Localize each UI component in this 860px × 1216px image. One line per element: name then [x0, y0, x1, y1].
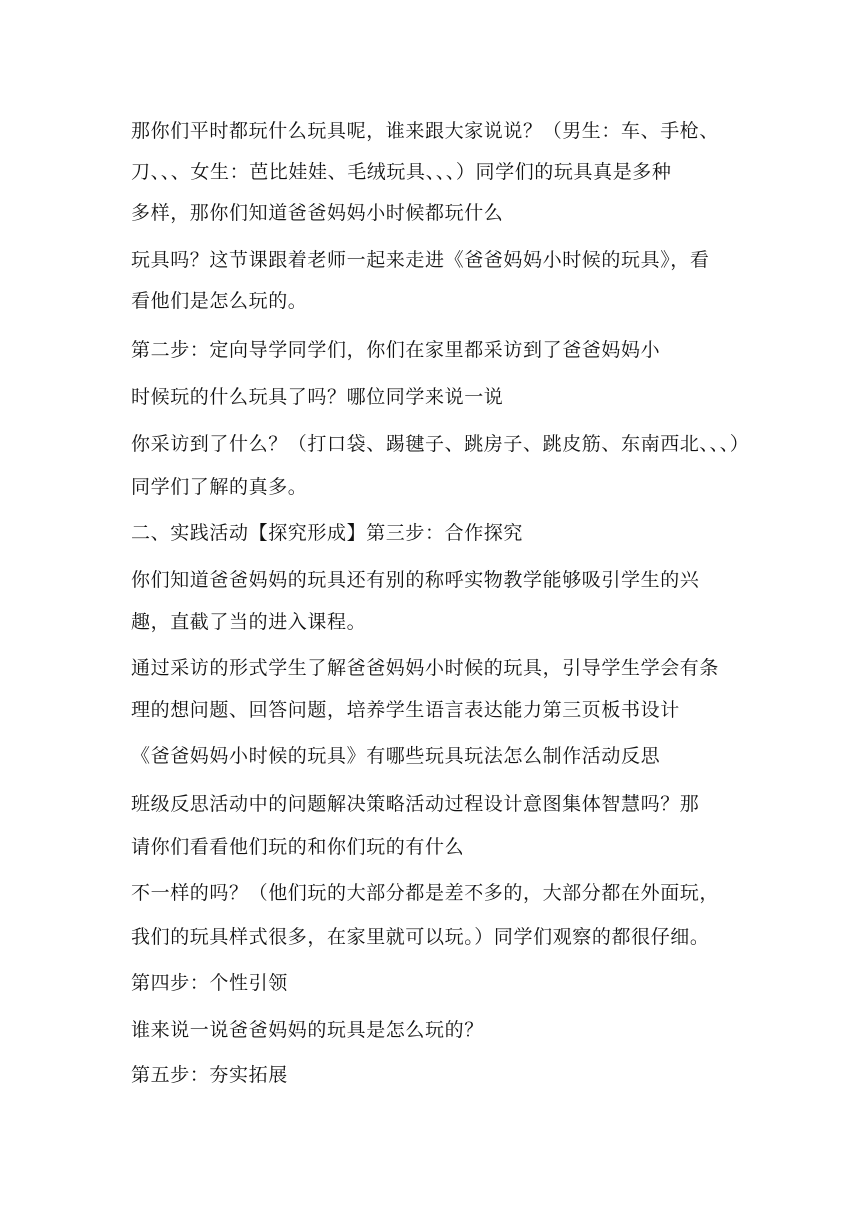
text-line: 第二步：定向导学同学们，你们在家里都采访到了爸爸妈妈小: [131, 339, 661, 361]
text-line: 通过采访的形式学生了解爸爸妈妈小时候的玩具，引导学生学会有条: [131, 657, 720, 679]
text-line: 看他们是怎么玩的。: [131, 290, 308, 312]
text-line: 不一样的吗？（他们玩的大部分都是差不多的，大部分都在外面玩，: [131, 882, 720, 904]
text-line: 班级反思活动中的问题解决策略活动过程设计意图集体智慧吗？那: [131, 793, 700, 815]
text-line: 趣，直截了当的进入课程。: [131, 611, 367, 633]
text-line: 玩具吗？这节课跟着老师一起来走进《爸爸妈妈小时候的玩具》，看: [131, 249, 710, 271]
text-line: 谁来说一说爸爸妈妈的玩具是怎么玩的？: [131, 1019, 484, 1041]
text-line: 二、实践活动【探究形成】第三步：合作探究: [131, 522, 524, 544]
text-line: 那你们平时都玩什么玩具呢，谁来跟大家说说？（男生：车、手枪、: [131, 120, 720, 142]
text-line: 请你们看看他们玩的和你们玩的有什么: [131, 836, 465, 858]
text-line: 第四步：个性引领: [131, 972, 288, 994]
text-line: 同学们了解的真多。: [131, 476, 308, 498]
text-line: 你采访到了什么？（打口袋、踢毽子、跳房子、跳皮筋、东南西北、、、）: [131, 433, 750, 455]
text-line: 时候玩的什么玩具了吗？哪位同学来说一说: [131, 386, 504, 408]
text-line: 《爸爸妈妈小时候的玩具》有哪些玩具玩法怎么制作活动反思: [131, 745, 661, 767]
text-line: 刀、、、女生：芭比娃娃、毛绒玩具、、、）同学们的玩具真是多种: [131, 161, 672, 183]
text-line: 第五步：夯实拓展: [131, 1064, 288, 1086]
text-line: 多样，那你们知道爸爸妈妈小时候都玩什么: [131, 202, 504, 224]
text-line: 理的想问题、回答问题，培养学生语言表达能力第三页板书设计: [131, 699, 680, 721]
text-line: 我们的玩具样式很多，在家里就可以玩。）同学们观察的都很仔细。: [131, 926, 710, 948]
text-line: 你们知道爸爸妈妈的玩具还有别的称呼实物教学能够吸引学生的兴: [131, 569, 700, 591]
